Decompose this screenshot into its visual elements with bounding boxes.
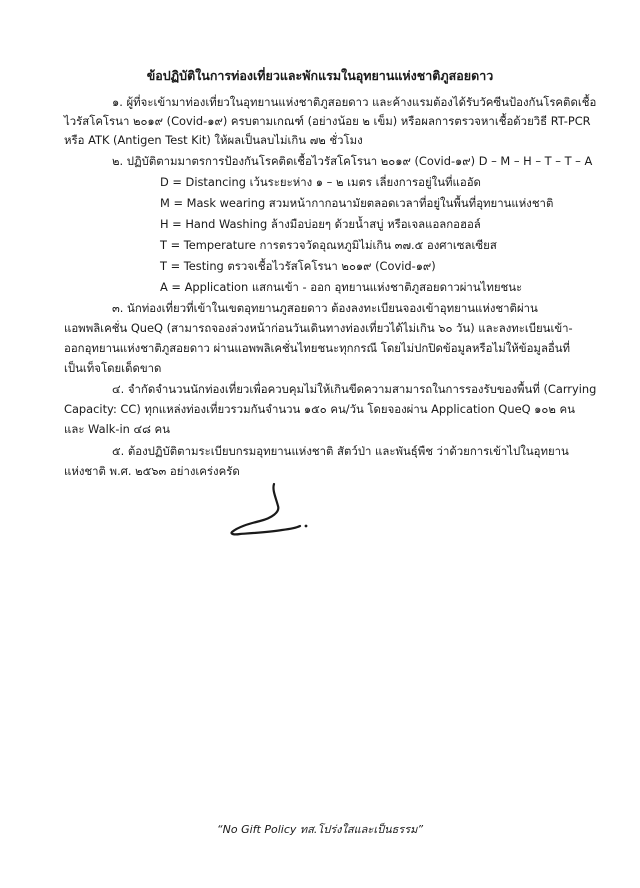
measure-t-testing: T = Testing ตรวจเชื้อไวรัสโคโรนา ๒๐๑๙ (Covid-๑๙) <box>160 259 436 273</box>
item4-line1: ๔. จำกัดจำนวนนักท่องเที่ยวเพื่อควบคุมไม่ให้เกินขีดความสามารถในการรองรับของพื้นที่ (Carrying <box>112 382 597 396</box>
item5-line2: แห่งชาติ พ.ศ. ๒๕๖๓ อย่างเคร่งครัด <box>64 464 240 478</box>
item1-line3: หรือ ATK (Antigen Test Kit) ให้ผลเป็นลบไม่เกิน ๗๒ ชั่วโมง <box>64 133 363 147</box>
item3-line4: เป็นเท็จโดยเด็ดขาด <box>64 361 162 375</box>
item1-line2: ไวรัสโคโรนา ๒๐๑๙ (Covid-๑๙) ครบตามเกณฑ์ (อย่างน้อย ๒ เข็ม) หรือผลการตรวจหาเชื้อด้วยวิธี RT-PCR <box>64 114 591 128</box>
item4-line2: Capacity: CC) ทุกแหล่งท่องเที่ยวรวมกันจำนวน ๑๕๐ คน/วัน โดยจองผ่าน Application QueQ ๑๐๒ คน <box>64 402 575 416</box>
item1-line1: ๑. ผู้ที่จะเข้ามาท่องเที่ยวในอุทยานแห่งชาติภูสอยดาว และค้างแรมต้องได้รับวัคซีนป้องกันโรคติดเชื้อ <box>112 95 597 109</box>
footer-policy: “No Gift Policy ทส.โปร่งใสและเป็นธรรม” <box>216 823 424 836</box>
item2-line1: ๒. ปฏิบัติตามมาตรการป้องกันโรคติดเชื้อไวรัสโคโรนา ๒๐๑๙ (Covid-๑๙) D – M – H – T – T – A <box>112 154 593 168</box>
item5-line1: ๕. ต้องปฏิบัติตามระเบียบกรมอุทยานแห่งชาติ สัตว์ป่า และพันธุ์พืช ว่าด้วยการเข้าไปในอุทยาน <box>112 444 569 458</box>
measure-h: H = Hand Washing ล้างมือบ่อยๆ ด้วยน้ำสบู่ หรือเจลแอลกอฮอล์ <box>160 217 481 231</box>
item3-line1: ๓. นักท่องเที่ยวที่เข้าในเขตอุทยานภูสอยดาว ต้องลงทะเบียนจองเข้าอุทยานแห่งชาติผ่าน <box>112 301 538 315</box>
measure-d: D = Distancing เว้นระยะห่าง ๑ – ๒ เมตร เลี่ยงการอยู่ในที่แออัด <box>160 175 481 189</box>
signature-image <box>222 478 312 538</box>
item3-line2: แอพพลิเคชั่น QueQ (สามารถจองล่วงหน้าก่อนวันเดินทางท่องเที่ยวได้ไม่เกิน ๖๐ วัน) และลงทะเบียนเข้า- <box>64 321 573 335</box>
measure-m: M = Mask wearing สวมหน้ากากอนามัยตลอดเวลาที่อยู่ในพื้นที่อุทยานแห่งชาติ <box>160 196 554 210</box>
item4-line3: และ Walk-in ๔๘ คน <box>64 422 170 436</box>
measure-a: A = Application แสกนเข้า - ออก อุทยานแห่งชาติภูสอยดาวผ่านไทยชนะ <box>160 280 523 294</box>
measure-t-temperature: T = Temperature การตรวจวัดอุณหภูมิไม่เกิน ๓๗.๕ องศาเซลเซียส <box>160 238 497 252</box>
document-title: ข้อปฏิบัติในการท่องเที่ยวและพักแรมในอุทยานแห่งชาติภูสอยดาว <box>146 68 494 83</box>
signature-stroke <box>231 484 300 534</box>
signature-dot <box>305 525 308 528</box>
item3-line3: ออกอุทยานแห่งชาติภูสอยดาว ผ่านแอพพลิเคชั่นไทยชนะทุกกรณี โดยไม่ปกปิดข้อมูลหรือไม่ให้ข้อมูลอื่นที่ <box>64 341 571 355</box>
